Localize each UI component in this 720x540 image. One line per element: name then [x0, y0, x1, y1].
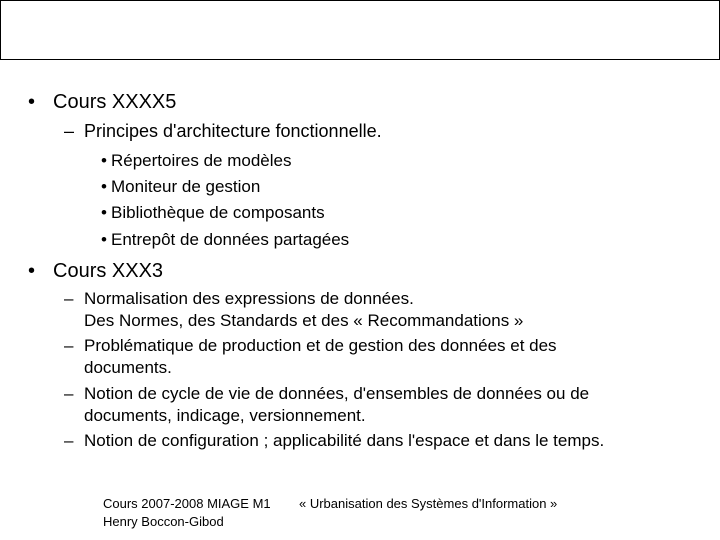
list-item-text: Entrepôt de données partagées: [111, 230, 350, 249]
dash: –: [64, 431, 74, 450]
point-line-2: Des Normes, des Standards et des « Recommandations »: [84, 311, 524, 330]
bullet: •: [101, 151, 107, 170]
point-line-2: documents, indicage, versionnement.: [84, 406, 366, 425]
bullet: •: [28, 91, 36, 113]
footer-subject: « Urbanisation des Systèmes d'Information »: [299, 496, 558, 511]
dash: –: [64, 121, 75, 141]
slide-title-box: [0, 0, 720, 60]
point-line-1: Normalisation des expressions de données.: [84, 289, 414, 308]
list-item-text: Moniteur de gestion: [111, 177, 261, 196]
point-line-1: Problématique de production et de gestion des données et des: [84, 336, 557, 355]
point-line-1: Notion de cycle de vie de données, d'ensembles de données ou de: [84, 384, 590, 403]
list-item-text: Bibliothèque de composants: [111, 203, 325, 222]
dash: –: [64, 336, 74, 355]
bullet: •: [101, 203, 107, 222]
subheading-text: Principes d'architecture fonctionnelle.: [84, 121, 382, 141]
footer-course: Cours 2007-2008 MIAGE M1: [103, 496, 271, 511]
bullet: •: [101, 177, 107, 196]
point-line-2: documents.: [84, 358, 172, 377]
list-item-text: Répertoires de modèles: [111, 151, 292, 170]
bullet: •: [28, 260, 36, 282]
point-line-1: Notion de configuration ; applicabilité dans l'espace et dans le temps.: [84, 431, 605, 450]
footer-author: Henry Boccon-Gibod: [103, 514, 224, 529]
dash: –: [64, 289, 74, 308]
dash: –: [64, 384, 74, 403]
section-heading-text: Cours XXXX5: [53, 91, 177, 113]
section-heading-text: Cours XXX3: [53, 260, 164, 282]
bullet: •: [101, 230, 107, 249]
